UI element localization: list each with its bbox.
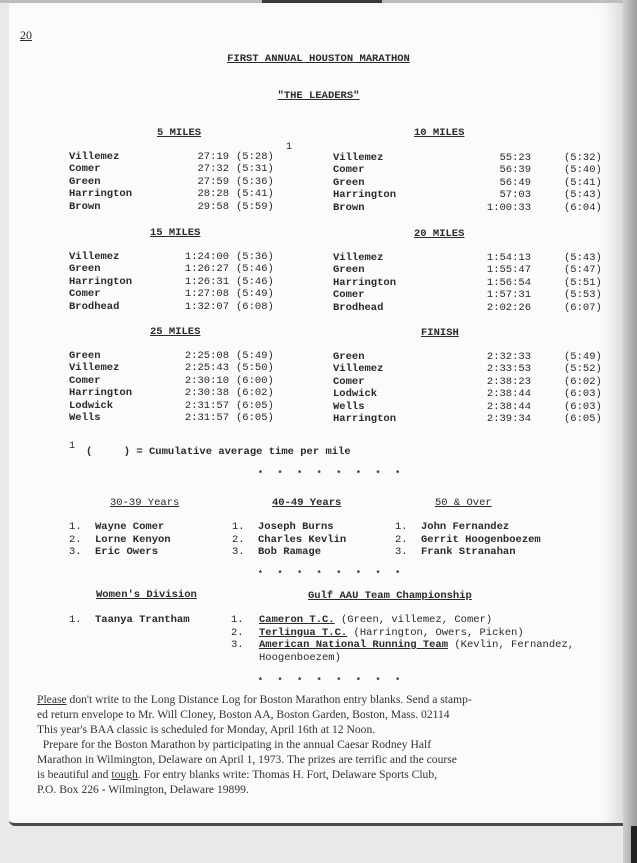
runner-name: John Fernandez [421,521,510,533]
age-group-heading-40-49: 40-49 Years [272,497,342,509]
runner-name: Green [69,350,101,362]
split-row [69,387,296,399]
split-row [69,412,296,424]
prose-line: This year's BAA classic is scheduled for Monday, April 16th at 12 Noon. [37,723,376,736]
split-row [69,151,296,163]
runner-name: Brodhead [69,300,120,313]
list-item: 1. Joseph Burns [232,521,334,533]
list-item: 3. Bob Ramage [232,546,322,558]
split-time: 1:57:31 [486,289,531,302]
split-row [69,163,296,175]
split-pace: (6:03) [564,400,602,413]
runner-name: Villemez [333,363,384,376]
team-members: (Harrington, Owers, Picken) [353,626,524,639]
split-time: 2:25:08 [184,350,229,362]
age-group-heading-30-39: 30-39 Years [110,497,180,509]
runner-name: Joseph Burns [258,521,334,533]
split-pace: (5:49) [564,351,602,363]
split-row [333,252,624,264]
split-pace: (5:28) [236,151,274,163]
split-row [69,362,296,374]
prose-line: Marathon in Wilmington, Delaware on April 1, 1973. The prizes are terrific and the course [37,753,457,766]
split-row [69,263,296,275]
list-item: 2. Gerrit Hoogenboezem [395,533,541,546]
split-row [333,289,624,301]
prose-line: is beautiful and tough. For entry blanks write: Thomas H. Fort, Delaware Sports Club, [37,768,438,781]
split-pace: (5:49) [236,350,274,362]
document-subtitle: "THE LEADERS" [277,90,360,102]
runner-name: Lodwick [69,399,114,412]
runner-name: Brown [69,200,101,213]
runner-name: Villemez [69,151,120,163]
split-table-10-miles [333,152,624,214]
age-group-list-30-39 [69,521,171,559]
split-time: 1:26:27 [184,263,229,276]
runner-name: Villemez [69,251,120,263]
runner-name: Lodwick [333,388,378,401]
runner-name: Eric Owers [95,546,159,558]
split-row [333,351,624,363]
split-time: 27:19 [197,151,229,163]
runner-name: Harrington [69,387,133,400]
list-item: 2. Charles Kevlin [232,533,347,546]
split-time: 1:26:31 [184,275,229,288]
runner-name: Green [333,176,365,189]
split-time: 29:58 [197,200,229,213]
split-time: 1:00:33 [486,201,531,214]
split-row [69,201,296,213]
list-item: 1. Wayne Comer [69,521,165,533]
split-heading-15-miles: 15 MILES [150,227,201,239]
split-pace: (6:02) [236,387,274,400]
split-time: 1:32:07 [184,300,229,313]
split-time: 1:54:13 [486,252,531,264]
list-item: 3. American National Running Team (Kevlin, Fernandez, [231,639,575,651]
womens-division-heading: Women's Division [96,589,197,601]
list-item: 1. Cameron T.C. (Green, villemez, Comer) [231,614,493,626]
team-members-continued: Hoogenboezem) [259,651,341,664]
team-members: (Kevlin, Fernandez, [454,639,575,651]
split-pace: (6:00) [236,374,274,387]
split-table-5-miles [69,151,296,213]
age-group-list-40-49 [232,521,346,559]
runner-name: Charles Kevlin [258,533,347,546]
split-time: 1:55:47 [486,264,531,277]
age-group-heading-50-over: 50 & Over [435,497,492,509]
split-table-20-miles [333,252,624,314]
split-row [69,288,296,300]
team-members: (Green, villemez, Comer) [340,614,493,626]
split-pace: (5:49) [236,288,274,301]
split-time: 2:30:10 [184,374,229,387]
split-time: 2:38:23 [486,375,531,388]
split-pace: (5:40) [564,164,602,177]
runner-name: Brown [333,201,365,214]
runner-name: Brodhead [333,301,384,314]
list-item: 2. Terlingua T.C. (Harrington, Owers, Picken) [231,626,524,639]
split-pace: (5:32) [564,152,602,164]
prose-line: Prepare for the Boston Marathon by participating in the annual Caesar Rodney Half [37,738,432,751]
footnote-text: ( ) = Cumulative average time per mile [86,446,351,458]
runner-name: Villemez [69,362,120,375]
split-pace: (5:36) [236,175,274,188]
split-pace: (6:08) [236,300,274,313]
split-table-25-miles [69,350,296,424]
split-row [69,251,296,263]
split-row [69,400,296,412]
split-pace: (5:50) [236,362,274,375]
team-championship-list [231,614,574,664]
split-row [69,301,296,313]
split-time: 2:32:33 [486,351,531,363]
runner-name: Green [69,175,101,188]
runner-name: Lorne Kenyon [95,533,171,546]
womens-division-list [69,614,190,627]
split-row [69,375,296,387]
split-pace: (6:05) [236,412,274,425]
list-item: 1. Taanya Trantham [69,614,190,626]
runner-name: Comer [333,289,365,302]
boston-marathon-notice [37,692,627,797]
split-time: 56:49 [499,176,531,189]
split-time: 1:56:54 [486,276,531,289]
split-time: 2:31:57 [184,412,229,425]
runner-name: Comer [69,374,101,387]
separator-stars: * * * * * * * * [258,470,406,479]
split-time: 2:02:26 [486,301,531,314]
runner-name: Harrington [69,275,133,288]
split-pace: (6:07) [564,301,602,314]
team-championship-heading: Gulf AAU Team Championship [308,590,472,602]
split-row [333,264,624,276]
split-row [333,363,624,375]
split-time: 2:38:44 [486,388,531,401]
runner-name: Frank Stranahan [421,546,516,558]
split-row [69,350,296,362]
runner-name: Villemez [333,152,384,164]
runner-name: Green [333,264,365,277]
split-row [69,176,296,188]
runner-name: Wells [333,400,365,413]
runner-name: Comer [69,163,101,176]
split-time: 1:24:00 [184,251,229,263]
runner-name: Comer [333,375,365,388]
split-pace: (5:51) [564,276,602,289]
split-pace: (5:46) [236,275,274,288]
split-time: 2:39:34 [486,413,531,426]
runner-name: Bob Ramage [258,546,322,558]
page-number: 20 [20,28,32,42]
split-heading-20-miles: 20 MILES [414,228,465,240]
split-row [333,177,624,189]
runner-name: Harrington [333,189,397,202]
split-row [333,413,624,425]
runner-name: Comer [333,164,365,177]
separator-stars-2: * * * * * * * * [258,570,406,579]
runner-name: Taanya Trantham [95,614,190,626]
list-item: 3. Eric Owers [69,546,159,558]
split-time: 2:38:44 [486,400,531,413]
runner-name: Green [333,351,365,363]
split-row [69,188,296,200]
split-pace: (5:53) [564,289,602,302]
split-time: 2:31:57 [184,399,229,412]
split-time: 56:39 [499,164,531,177]
runner-name: Green [69,263,101,276]
split-time: 27:32 [197,163,229,176]
split-row [333,388,624,400]
split-table-15-miles [69,251,296,313]
team-name: American National Running Team [259,639,449,651]
split-time: 27:59 [197,175,229,188]
split-pace: (5:36) [236,251,274,263]
split-table-finish [333,351,624,425]
prose-line: Please don't write to the Long Distance Log for Boston Marathon entry blanks. Send a stamp- [37,693,472,706]
split-pace: (5:52) [564,363,602,376]
list-item: 1. John Fernandez [395,521,510,533]
split-row [333,277,624,289]
footnote-marker: 1 [286,142,293,153]
document-title: FIRST ANNUAL HOUSTON MARATHON [227,53,410,65]
split-heading-5-miles: 5 MILES [157,127,202,139]
runner-name: Harrington [69,188,133,201]
split-pace: (5:41) [236,188,274,201]
split-pace: (5:41) [564,176,602,189]
split-heading-10-miles: 10 MILES [414,127,465,139]
split-time: 2:25:43 [184,362,229,375]
age-group-list-50-over [395,521,541,559]
split-row [333,202,624,214]
split-row [333,189,624,201]
split-time: 2:30:38 [184,387,229,400]
list-item: 2. Lorne Kenyon [69,533,171,546]
split-row [333,152,624,164]
runner-name: Wayne Comer [95,521,165,533]
split-row [333,376,624,388]
split-pace: (5:59) [236,200,274,213]
split-pace: (5:31) [236,163,274,176]
prose-line: P.O. Box 226 - Wilmington, Delaware 19899. [37,783,249,796]
separator-stars-3: * * * * * * * * [258,677,406,686]
split-pace: (5:47) [564,264,602,277]
split-row [333,302,624,314]
split-pace: (5:46) [236,263,274,276]
team-name: Cameron T.C. [259,614,335,626]
split-row [333,401,624,413]
split-time: 57:03 [499,189,531,202]
split-pace: (6:02) [564,375,602,388]
split-row [69,276,296,288]
split-time: 2:33:53 [486,363,531,376]
runner-name: Harrington [333,413,397,426]
split-heading-finish: FINISH [421,327,459,339]
team-name: Terlingua T.C. [259,626,348,639]
split-pace: (6:05) [236,399,274,412]
runner-name: Gerrit Hoogenboezem [421,533,541,546]
split-heading-25-miles: 25 MILES [150,326,201,338]
footnote-legend-marker: 1 [69,441,76,452]
runner-name: Harrington [333,276,397,289]
split-pace: (6:04) [564,201,602,214]
split-row [333,164,624,176]
runner-name: Wells [69,412,101,425]
split-time: 55:23 [499,152,531,164]
runner-name: Comer [69,288,101,301]
split-time: 28:28 [197,188,229,201]
runner-name: Villemez [333,252,384,264]
split-pace: (5:43) [564,252,602,264]
prose-line: ed return envelope to Mr. Will Cloney, Boston AA, Boston Garden, Boston, Mass. 02114 [37,708,450,721]
split-pace: (6:03) [564,388,602,401]
list-item: 3. Frank Stranahan [395,546,516,558]
split-pace: (6:05) [564,413,602,426]
split-pace: (5:43) [564,189,602,202]
split-time: 1:27:08 [184,288,229,301]
